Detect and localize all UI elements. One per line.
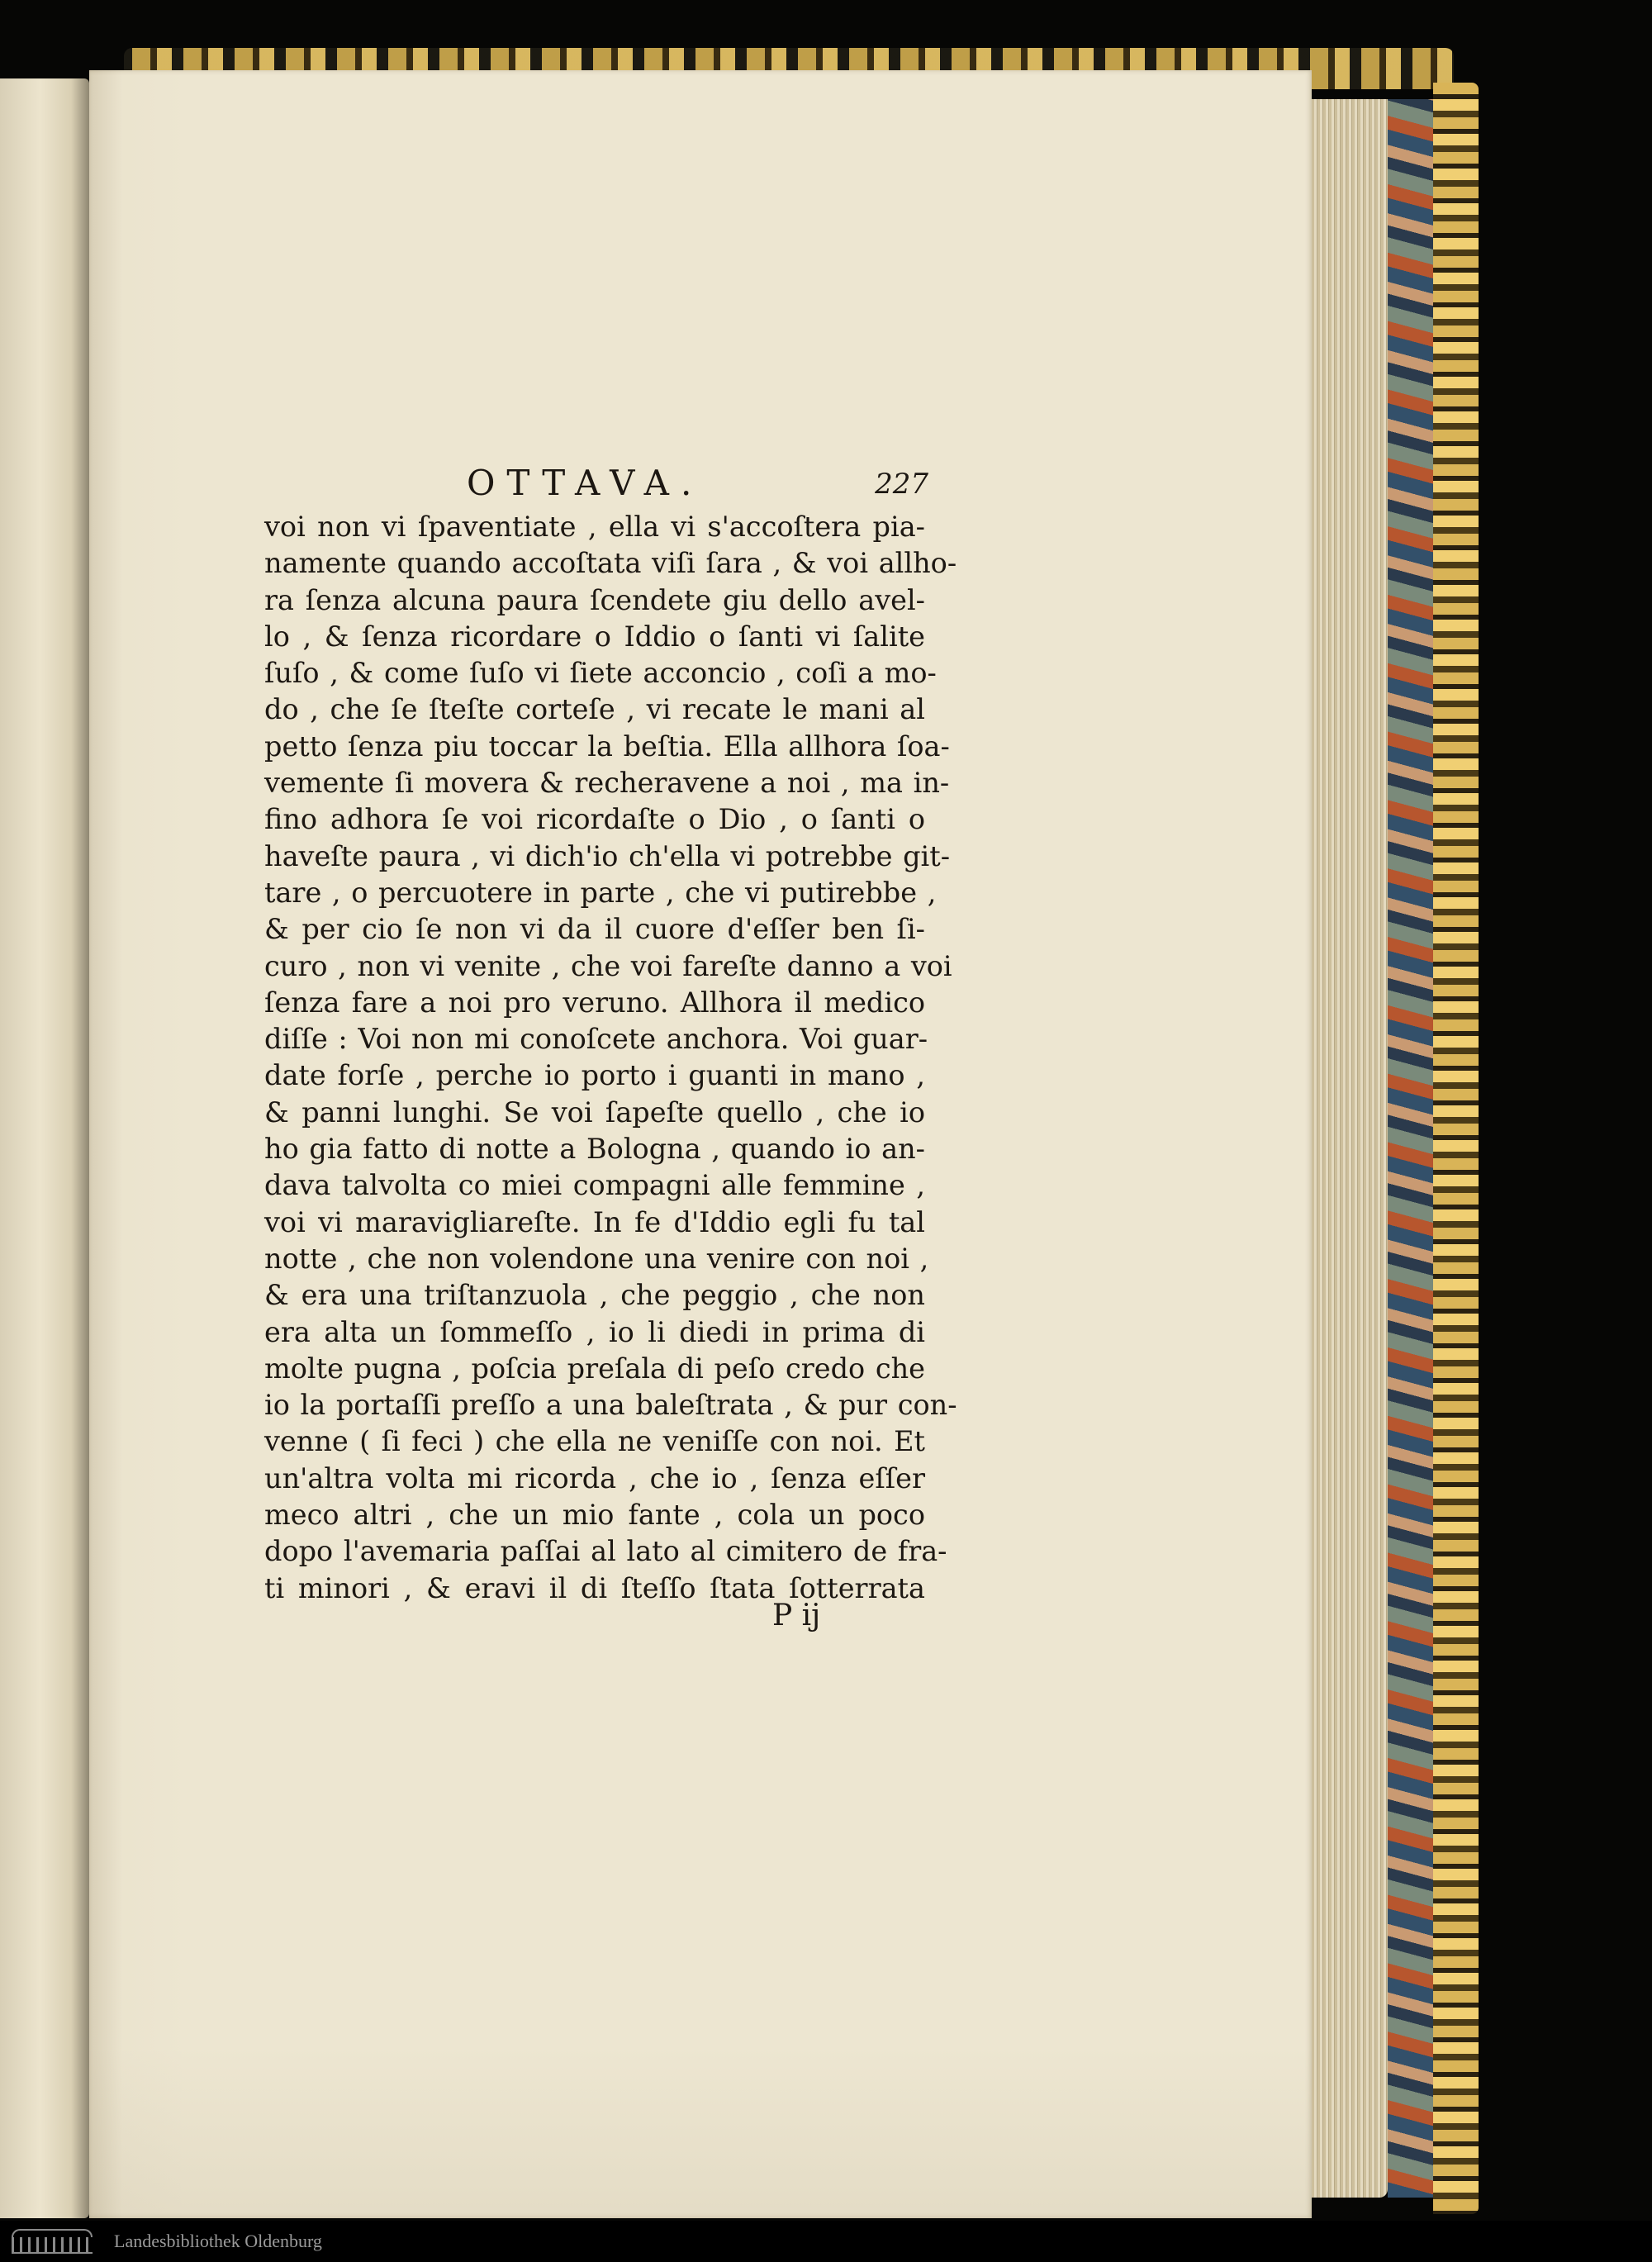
- text-line: & era una triſtanzuola , che peggio , che non: [264, 1279, 925, 1312]
- text-line: ho gia fatto di notte a Bologna , quando io an-: [264, 1133, 925, 1166]
- text-line: diſſe : Voi non mi conoſcete anchora. Voi guar-: [264, 1023, 928, 1056]
- page-number: 227: [875, 468, 928, 501]
- text-line: fino adhora ſe voi ricordaſte o Dio , o ſanti o: [264, 803, 925, 836]
- text-line: & per cio ſe non vi da il cuore d'eſſer ben ſi-: [264, 913, 925, 946]
- text-line: voi non vi ſpaventiate , ella vi s'accoſtera pia-: [264, 511, 925, 543]
- page-fore-edge: [1312, 99, 1388, 2198]
- running-title: OTTAVA.: [467, 463, 704, 503]
- text-line: namente quando accoſtata viſi ſara , & voi allho-: [264, 547, 957, 580]
- text-line: dopo l'avemaria paſſai al lato al cimitero de fra-: [264, 1535, 947, 1568]
- text-line: ti minori , & eravi il di ſteſſo ſtata ſotterrata: [264, 1571, 925, 1604]
- text-block: [264, 463, 957, 1607]
- running-head: [264, 463, 928, 506]
- text-line: era alta un ſommeſſo , io li diedi in prima di: [264, 1315, 925, 1348]
- text-line: meco altri , che un mio fante , cola un poco: [264, 1499, 925, 1532]
- text-line: & panni lunghi. Se voi ſapeſte quello , che io: [264, 1095, 925, 1129]
- library-name: Landesbibliothek Oldenburg: [114, 2231, 322, 2251]
- text-line: curo , non vi venite , che voi fareſte danno a voi: [264, 949, 952, 982]
- text-line: ſenza fare a noi pro veruno. Allhora il medico: [264, 986, 925, 1019]
- marbled-board: [1388, 99, 1433, 2198]
- text-line: vemente ſi movera & recheravene a noi , ma in-: [264, 767, 950, 800]
- text-line: date forſe , perche io porto i guanti in mano ,: [264, 1059, 925, 1092]
- text-line: ra ſenza alcuna paura ſcendete giu dello avel-: [264, 583, 925, 616]
- library-building-icon: [5, 2227, 96, 2255]
- text-line: un'altra volta mi ricorda , che io , ſenza eſſer: [264, 1461, 925, 1495]
- text-line: venne ( ſi feci ) che ella ne veniſſe con noi. Et: [264, 1425, 925, 1458]
- left-page-edge: [0, 78, 89, 2218]
- text-line: ſuſo , & come ſuſo vi ſiete acconcio , coſi a mo-: [264, 657, 937, 690]
- text-line: do , che ſe ſteſte corteſe , vi recate le mani al: [264, 693, 925, 726]
- text-line: haveſte paura , vi dich'io ch'ella vi potrebbe git-: [264, 839, 951, 872]
- signature-mark: P ij: [772, 1599, 821, 1632]
- text-line: dava talvolta co miei compagni alle femmine ,: [264, 1169, 925, 1202]
- text-line: voi vi maravigliareſte. In fe d'Iddio egli fu tal: [264, 1205, 925, 1238]
- text-line: tare , o percuotere in parte , che vi putirebbe ,: [264, 876, 937, 909]
- footer-bar: [0, 2221, 1652, 2262]
- text-lines: [264, 509, 957, 1607]
- text-line: io la portaſſi preſſo a una baleſtrata , & pur con-: [264, 1389, 957, 1422]
- text-line: notte , che non volendone una venire con noi ,: [264, 1242, 929, 1275]
- text-line: molte pugna , poſcia preſala di peſo credo che: [264, 1352, 925, 1385]
- text-line: lo , & ſenza ricordare o Iddio o ſanti vi ſalite: [264, 620, 925, 653]
- gilt-side-border: [1433, 83, 1479, 2214]
- text-line: petto ſenza piu toccar la beſtia. Ella allhora ſoa-: [264, 729, 950, 763]
